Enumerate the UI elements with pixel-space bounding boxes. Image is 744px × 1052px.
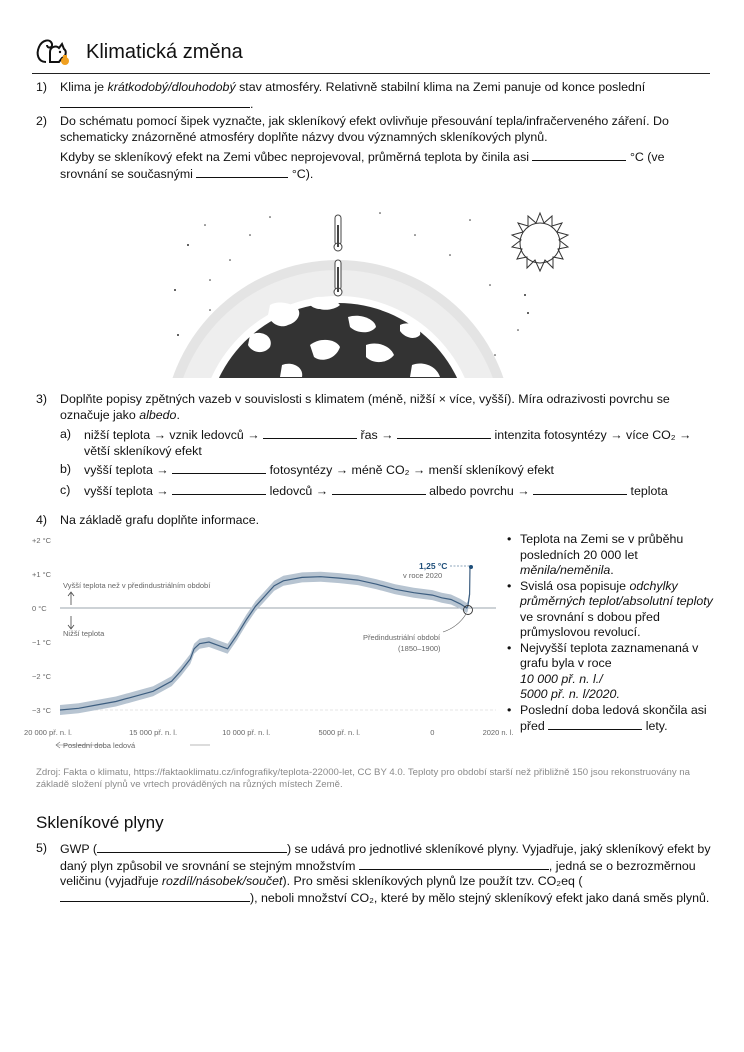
bullet-text: Svislá osa popisuje: [520, 578, 630, 593]
thermometer-icon: [334, 215, 342, 251]
q2-text: Kdyby se skleníkový efekt na Zemi vůbec neprojevoval, průměrná teplota by činila asi: [60, 150, 530, 164]
q1-choice: krátkodobý/dlouhodobý: [107, 80, 236, 94]
answer-blank[interactable]: [332, 483, 426, 495]
thermometer-icon: [334, 260, 342, 296]
bullet-choice: měnila/neměnila: [520, 563, 611, 577]
greenhouse-schematic[interactable]: [170, 205, 590, 380]
peak-value: 1,25 °C: [419, 561, 448, 571]
preind-label: Předindustriální období: [363, 633, 441, 642]
answer-blank[interactable]: [60, 890, 250, 902]
q5-text-4: ). Pro směsi skleníkových plynů lze použít tzv. CO₂eq (: [282, 874, 583, 888]
q1-text: Klima je: [60, 80, 108, 94]
section-title: Skleníkové plyny: [36, 813, 164, 832]
q1-period: .: [250, 96, 254, 111]
x-tick-label: 0: [430, 728, 435, 737]
bullet-item: [507, 579, 713, 641]
answer-blank[interactable]: [548, 718, 642, 730]
answer-blank[interactable]: [172, 483, 266, 495]
answer-blank[interactable]: [397, 427, 491, 439]
q2-text-end: °C).: [291, 166, 314, 181]
q3-term: albedo: [139, 407, 177, 422]
y-tick-label: +1 °C: [32, 570, 52, 579]
page-header: [32, 30, 710, 74]
item-letter: c): [60, 482, 71, 497]
upper-label: Vyšší teplota než v předindustriálním období: [63, 581, 211, 590]
preind-years: (1850–1900): [398, 644, 441, 653]
item-letter: a): [60, 427, 72, 441]
peak-marker: [469, 565, 473, 569]
peak-year: v roce 2020: [403, 571, 443, 580]
x-tick-label: 2020 n. l.: [482, 728, 514, 737]
bullet-item: [507, 703, 713, 735]
q4-bullets: [507, 532, 713, 735]
bullet-text: Poslední doba ledová skončila asi před: [520, 702, 707, 733]
q3-paragraph: [60, 392, 712, 423]
sun-icon: [512, 213, 568, 271]
x-tick-label: 20 000 př. n. l.: [24, 728, 72, 737]
down-arrow-icon: [68, 616, 74, 629]
q5-text-2: ) se udává pro jednotlivé skleníkové plyny. Vyjadřuje, jaký skleníkový efekt by daný plyn způsobil ve srovnání se stejným množstvím: [60, 842, 711, 873]
q3-text: Doplňte popisy zpětných vazeb v souvislosti s klimatem (méně, nižší × více, vyšší). Míra odrazivosti povrchu se označuje jako: [60, 392, 670, 422]
preind-pointer: [443, 614, 466, 632]
question-number: 5): [36, 841, 48, 855]
answer-blank[interactable]: [172, 462, 266, 474]
answer-blank[interactable]: [359, 858, 549, 870]
y-tick-label: −1 °C: [32, 638, 52, 647]
q2-text-cont: °C (ve srovnání se současnými: [60, 150, 665, 181]
bullet-item: [507, 532, 713, 579]
q4-title: Na základě grafu doplňte informace.: [60, 513, 260, 527]
answer-blank[interactable]: [533, 483, 627, 495]
q5-text-3: , jedná se o bezrozměrnou veličinu (vyjadřuje: [60, 858, 696, 888]
question-1: [36, 80, 712, 112]
temperature-chart[interactable]: [24, 532, 514, 754]
q3a-text: nižší teplota → vznik ledovců →: [84, 428, 260, 442]
answer-blank[interactable]: [60, 96, 250, 108]
source-note: Zdroj: Fakta o klimatu, https://faktaoklimatu.cz/infografiky/teplota-22000-let, CC BY 4.0. Teploty pro období starší než přibližně 150 jsou rekonstruovány na základě složení plynů ve vrtech prováděných na různých místech Země.: [36, 767, 690, 790]
question-4: [36, 513, 712, 529]
question-number: 3): [36, 392, 48, 406]
bullet-choice-2: 5000 př. n. l/2020.: [520, 687, 620, 701]
question-3: [36, 392, 712, 499]
bullet-choice: 10 000 př. n. l./: [520, 671, 603, 686]
q3c-text: vyšší teplota →: [84, 483, 169, 498]
bullet-item: [507, 641, 713, 703]
x-axis: [24, 728, 513, 737]
question-number: 2): [36, 114, 48, 128]
item-letter: b): [60, 462, 72, 476]
answer-blank[interactable]: [97, 841, 287, 853]
q5-text: GWP (: [60, 842, 97, 856]
x-tick-label: 5000 př. n. l.: [318, 728, 361, 737]
up-arrow-icon: [68, 592, 74, 605]
bullet-period: .: [610, 563, 614, 577]
q3-item-c: [60, 483, 712, 500]
q3c-text-4: teplota: [630, 483, 668, 498]
bullet-text-cont: ve srovnání s dobou před průmyslovou revolucí.: [520, 609, 660, 639]
y-tick-label: −2 °C: [32, 672, 52, 681]
q2-question: [60, 149, 712, 182]
answer-blank[interactable]: [532, 149, 626, 161]
bullet-text: Teplota na Zemi se v průběhu posledních 20 000 let: [520, 532, 684, 562]
ice-age-label: Poslední doba ledová: [63, 741, 136, 750]
page-title: Klimatická změna: [86, 41, 243, 63]
x-tick-label: 10 000 př. n. l.: [222, 728, 271, 737]
q1-text-cont: stav atmosféry. Relativně stabilní klima na Zemi panuje od konce poslední: [235, 80, 646, 94]
q3a-text-3: intenzita fotosyntézy → více CO₂ → větší skleníkový efekt: [84, 428, 692, 458]
q3b-text: vyšší teplota →: [84, 463, 169, 477]
question-number: 4): [36, 513, 48, 527]
bullet-text-end: lety.: [645, 719, 668, 733]
lower-label: Nižší teplota: [63, 629, 105, 638]
bullet-text: Nejvyšší teplota zaznamenaná v grafu byla v roce: [520, 640, 699, 670]
question-number: 1): [36, 80, 48, 94]
q5-text-5: ), neboli množství CO₂, které by mělo stejný skleníkový efekt jako daná směs plynů.: [250, 890, 710, 905]
x-tick-label: 15 000 př. n. l.: [129, 728, 178, 737]
q3-period: .: [176, 407, 180, 422]
answer-blank[interactable]: [196, 166, 288, 178]
q2-paragraph: Do schématu pomocí šipek vyznačte, jak skleníkový efekt ovlivňuje přesouvání tepla/infračerveného záření. Do schematicky znázorněné atmosféry doplňte názvy dvou významných skleníkových plynů.: [60, 114, 669, 144]
bullet-choice: odchylky průměrných teplot/absolutní teploty: [520, 578, 713, 608]
q3a-text-2: řas →: [360, 428, 394, 442]
q3c-text-3: albedo povrchu →: [429, 483, 530, 498]
question-5: [36, 841, 712, 906]
squirrel-logo-icon: [34, 32, 74, 66]
answer-blank[interactable]: [263, 427, 357, 439]
y-tick-label: +2 °C: [32, 536, 52, 545]
question-2: [36, 114, 712, 182]
q3b-text-2: fotosyntézy → méně CO₂ → menší skleníkový efekt: [269, 463, 555, 477]
q5-choice: rozdíl/násobek/součet: [161, 874, 283, 888]
q3-item-b: [60, 462, 712, 479]
q3c-text-2: ledovců →: [269, 483, 329, 498]
y-tick-label: 0 °C: [32, 604, 47, 613]
y-tick-label: −3 °C: [32, 706, 52, 715]
q3-item-a: [60, 427, 712, 459]
